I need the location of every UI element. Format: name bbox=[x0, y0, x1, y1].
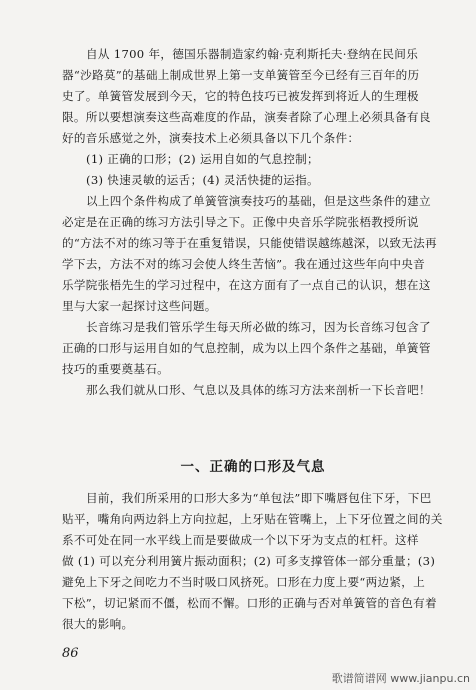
text-line: 自从 1700 年，德国乐器制造家约翰·克利斯托夫·登纳在民间乐 bbox=[86, 47, 419, 61]
text-line: 器“沙路莫”的基础上制成世界上第一支单簧管至今已经有三百年的历 bbox=[62, 68, 420, 82]
text-line: 好的音乐感觉之外，演奏技术上必须具备以下几个条件： bbox=[62, 131, 360, 145]
text-line: 技巧的重要奠基石。 bbox=[62, 362, 170, 376]
text-line: 乐学院张梧先生的学习过程中，在这方面有了一点自己的认识，想在这 bbox=[62, 278, 431, 292]
intro-paragraph bbox=[62, 44, 444, 401]
text-line: 做 (1) 可以充分利用簧片振动面积；(2) 可多支撑管体一部分重量；(3) bbox=[62, 554, 436, 568]
text-line: 贴平，嘴角向两边斜上方向拉起，上牙贴在管嘴上，上下牙位置之间的关 bbox=[62, 512, 443, 526]
text-line: 的“方法不对的练习等于在重复错误，只能使错误越练越深，以致无法再 bbox=[62, 236, 437, 250]
mouth-shape-paragraph bbox=[62, 488, 444, 635]
text-line: 正确的口形与运用自如的气息控制，成为以上四个条件之基础，单簧管 bbox=[62, 341, 431, 355]
text-line: 很大的影响。 bbox=[62, 617, 134, 631]
site-watermark: 歌谱简谱网 www.jianpu.cn bbox=[331, 672, 470, 685]
section-heading: 一、正确的口形及气息 bbox=[180, 459, 326, 475]
page-number: 86 bbox=[62, 646, 79, 661]
condition-line: (1) 正确的口形；(2) 运用自如的气息控制； bbox=[86, 152, 319, 166]
text-line: 避免上下牙之间吃力不当时吸口风挤死。口形在力度上要“两边紧，上 bbox=[62, 575, 426, 589]
text-line: 目前，我们所采用的口形大多为“单包法”即下嘴唇包住下牙，下巴 bbox=[86, 491, 432, 505]
text-line: 限。所以要想演奏这些高难度的作品，演奏者除了心理上必须具备有良 bbox=[62, 110, 431, 124]
text-line: 长音练习是我们管乐学生每天所必做的练习，因为长音练习包含了 bbox=[86, 320, 431, 334]
text-line: 史了。单簧管发展到今天，它的特色技巧已被发挥到将近人的生理极 bbox=[62, 89, 419, 103]
text-line: 系不可处在同一水平线上而是要做成一个以下牙为支点的杠杆。这样 bbox=[62, 533, 419, 547]
text-line: 必定是在正确的练习方法引导之下。正像中央音乐学院张梧教授所说 bbox=[62, 215, 419, 229]
text-line: 学下去，方法不对的练习会使人终生苦恼”。我在通过这些年向中央音 bbox=[62, 257, 426, 271]
text-line: 以上四个条件构成了单簧管演奏技巧的基础，但是这些条件的建立 bbox=[86, 194, 431, 208]
text-line: 下松”，切记紧而不僵，松而不懈。口形的正确与否对单簧管的音色有着 bbox=[62, 596, 437, 610]
text-line: 里与大家一起探讨这些问题。 bbox=[62, 299, 217, 313]
condition-line: (3) 快速灵敏的运舌；(4) 灵活快捷的运指。 bbox=[86, 173, 319, 187]
text-line: 那么我们就从口形、气息以及具体的练习方法来剖析一下长音吧！ bbox=[86, 383, 431, 397]
